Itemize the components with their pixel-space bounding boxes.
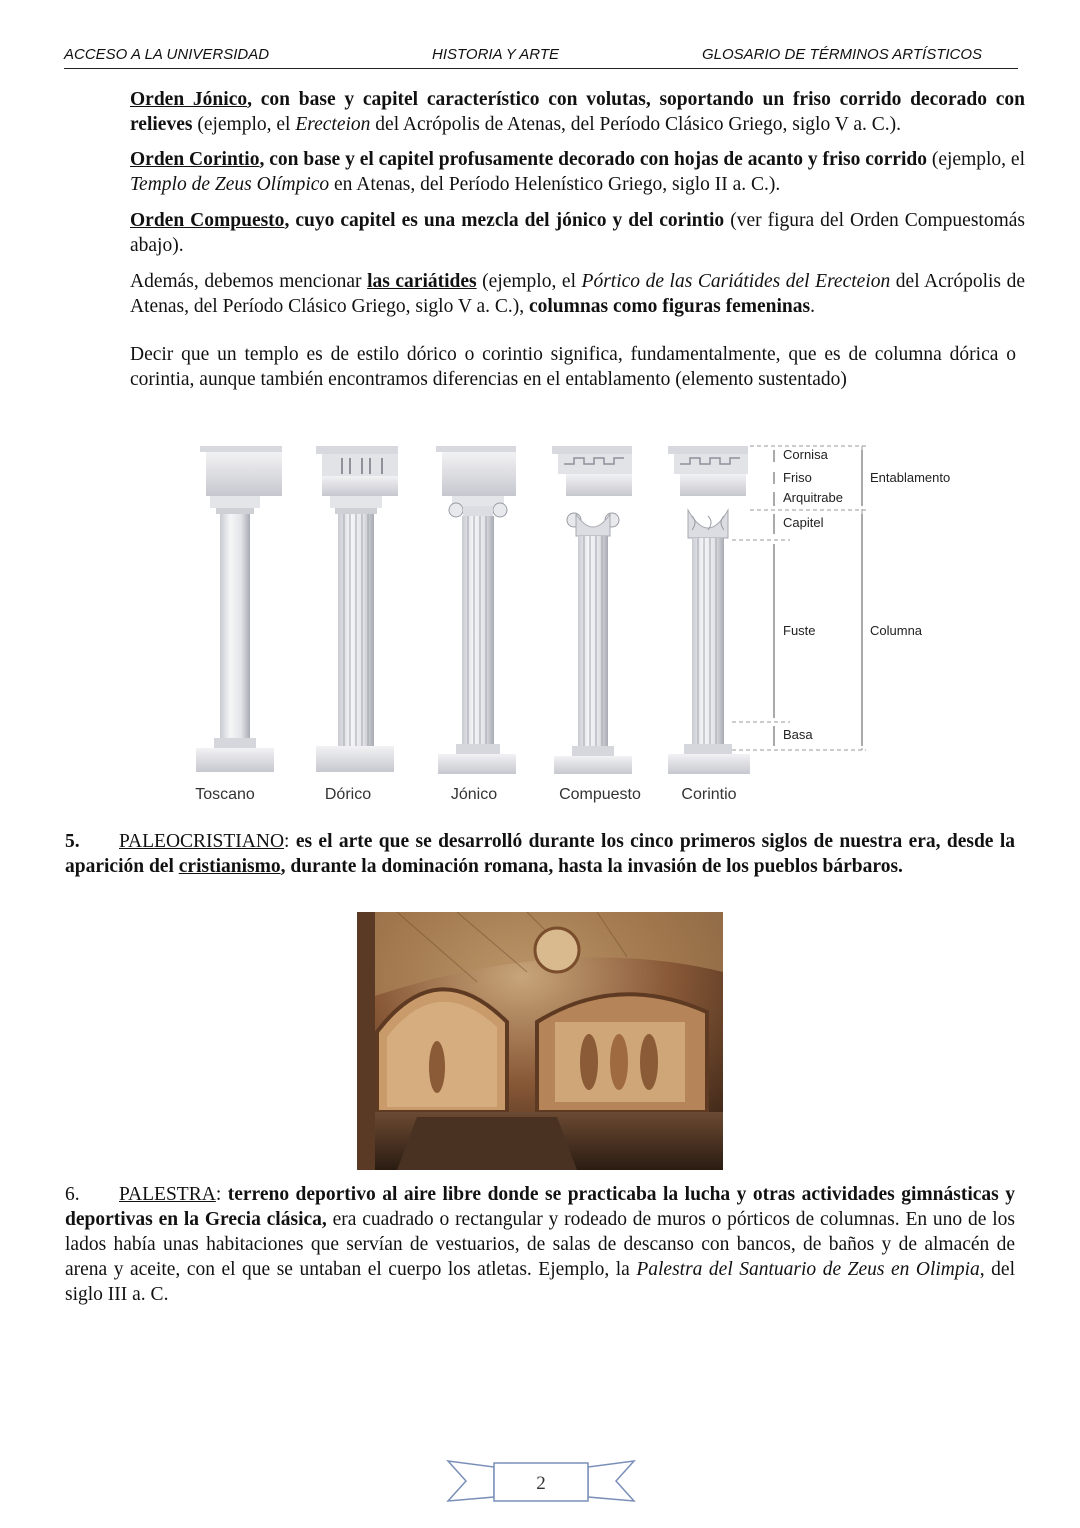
column-toscano [196,446,282,772]
cariatides-mid: (ejemplo, el [476,271,582,292]
column-compuesto [552,446,632,774]
section5-colon: : [284,831,290,852]
compuesto-desc: , cuyo capitel es una mezcla del jónico y del corintio [284,210,725,231]
page-number: 2 [536,1473,546,1494]
classical-orders-figure [180,430,980,815]
catacomb-photo [357,912,723,1170]
column-corintio [668,446,750,774]
term-corintio: Orden Corintio [130,149,260,170]
label-entablamento: Entablamento [870,470,951,485]
section5-bold1: es el arte que se desarrolló durante los cinco primeros siglos de nuestra era, desde la aparición del [65,831,1015,877]
cariatides-end: . [810,296,815,317]
section6-colon: : [215,1184,222,1205]
section5-bold2: , durante la dominación romana, hasta la invasión de los pueblos bárbaros. [280,856,903,877]
term-cristianismo: cristianismo [178,856,281,877]
corintio-work: Templo de Zeus Olímpico [130,174,330,195]
cariatides-post: del Acrópolis de Atenas, del Período Clásico Griego, siglo V a. C.), [130,271,1025,317]
page-number-ribbon [446,1455,636,1507]
corintio-pre: (ejemplo, el [926,149,1025,170]
cariatides-work: Pórtico de las Cariátides del Erecteion [581,271,891,292]
term-jonico: Orden Jónico [130,89,248,110]
section6-work: Palestra del Santuario de Zeus en Olimpia [636,1259,980,1280]
term-paleocristiano: PALEOCRISTIANO [119,831,285,852]
paragraph-note: Decir que un templo es de estilo dórico o corintio significa, fundamentalmente, que es de columna dórica o corintia, aunque también encontramos diferencias en el entablamento (elemento sustentado) [130,344,1016,390]
paragraph-compuesto [130,208,1025,258]
label-friso: Friso [783,470,812,485]
section-palestra [65,1182,1015,1307]
jonico-desc: , con base y capitel característico con volutas, soportando un friso corrido decorado con relieves [130,89,1025,135]
paragraph-corintio [130,147,1025,197]
jonico-post: del Acrópolis de Atenas, del Período Clásico Griego, siglo V a. C.). [370,114,902,135]
section6-bold: terreno deportivo al aire libre donde se practicaba la lucha y otras actividades gimnásticas y deportivas en la Grecia clásica, [65,1184,1015,1230]
section5-number: 5. [65,831,80,852]
section-paleocristiano [65,829,1015,879]
header-center: HISTORIA Y ARTE [432,46,559,63]
page-header [64,44,1018,69]
jonico-pre: (ejemplo, el [192,114,296,135]
caption-dorico: Dórico [324,786,372,803]
caption-toscano: Toscano [195,786,255,803]
header-right: GLOSARIO DE TÉRMINOS ARTÍSTICOS [702,46,983,63]
label-basa: Basa [783,727,813,742]
label-arquitrabe: Arquitrabe [783,490,843,505]
caption-compuesto: Compuesto [559,786,641,803]
corintio-desc: , con base y el capitel profusamente decorado con hojas de acanto y friso corrido [259,149,927,170]
section6-number: 6. [65,1184,80,1205]
term-compuesto: Orden Compuesto [130,210,285,231]
section6-text: era cuadrado o rectangular y rodeado de muros o pórticos de columnas. En uno de los lados había unas habitaciones que servían de vestuarios, de salas de descanso con bancos, de baños y de almacén de arena y aceite, con el que se untaban el cuerpo los atletas. Ejemplo, la [65,1209,1015,1280]
corintio-post: en Atenas, del Período Helenístico Griego, siglo II a. C.). [329,174,781,195]
paragraph-cariatides [130,269,1025,319]
header-left: ACCESO A LA UNIVERSIDAD [64,46,270,63]
paragraph-jonico [130,87,1025,137]
column-jonico [436,446,516,774]
cariatides-bold-end: columnas como figuras femeninas [528,296,811,317]
term-cariatides: las cariátides [367,271,477,292]
compuesto-post: (ver figura del Orden Compuestomás abajo). [130,210,1025,256]
label-cornisa: Cornisa [783,447,828,462]
caption-corintio: Corintio [681,786,737,803]
section6-end: , del siglo III a. C. [65,1259,1015,1305]
jonico-work: Erecteion [295,114,371,135]
label-fuste: Fuste [783,623,816,638]
cariatides-pre: Además, debemos mencionar [130,271,368,292]
label-capitel: Capitel [783,515,824,530]
column-dorico [316,446,398,772]
caption-jonico: Jónico [450,786,498,803]
term-palestra: PALESTRA [119,1184,216,1205]
label-columna: Columna [870,623,923,638]
